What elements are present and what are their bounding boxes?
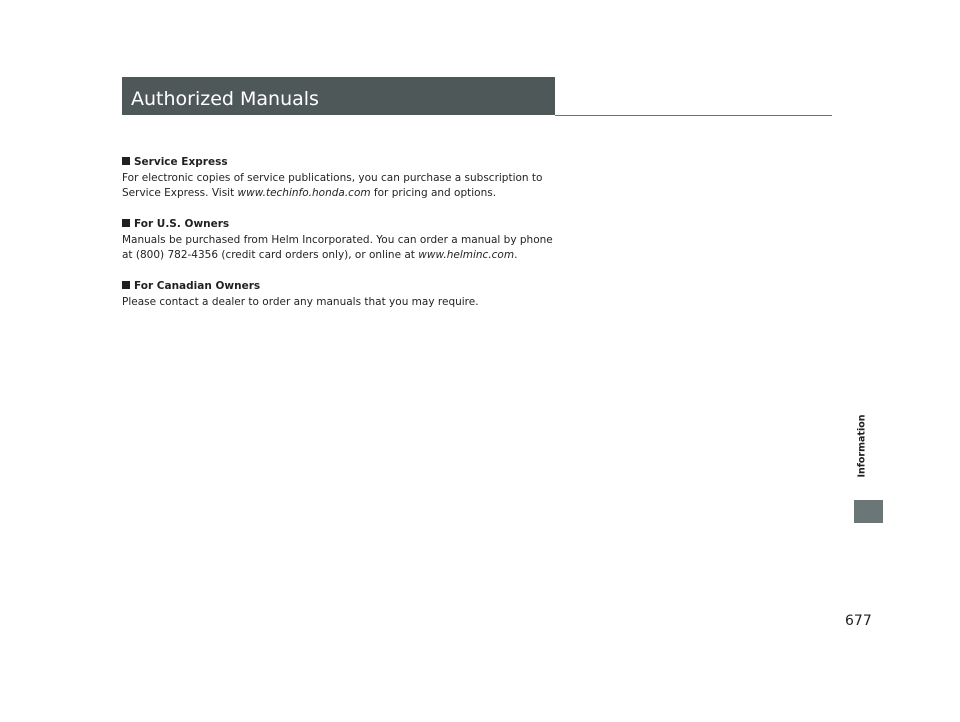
body-line: Service Express. Visit www.techinfo.honda.com for pricing and options. xyxy=(122,187,497,199)
square-bullet-icon xyxy=(122,157,130,165)
side-tab-label: Information xyxy=(856,414,868,478)
square-bullet-icon xyxy=(122,281,130,289)
section-us-owners xyxy=(122,217,582,264)
helminc-url[interactable]: www.helminc.com xyxy=(418,249,515,261)
section-service-express xyxy=(122,155,582,202)
page-title: Authorized Manuals xyxy=(131,88,319,110)
square-bullet-icon xyxy=(122,219,130,227)
header-rule xyxy=(555,115,832,116)
page-number: 677 xyxy=(845,613,872,629)
section-canadian-owners xyxy=(122,279,582,310)
section-heading: For U.S. Owners xyxy=(122,217,582,233)
body-line: Please contact a dealer to order any manuals that you may require. xyxy=(122,295,479,308)
body-line: at (800) 782-4356 (credit card orders only), or online at www.helminc.com. xyxy=(122,249,518,261)
body-line: For electronic copies of service publications, you can purchase a subscription to xyxy=(122,171,543,184)
techinfo-url[interactable]: www.techinfo.honda.com xyxy=(237,187,371,199)
section-heading: Service Express xyxy=(122,155,582,171)
body-line: Manuals be purchased from Helm Incorporated. You can order a manual by phone xyxy=(122,233,553,246)
side-tab-block[interactable] xyxy=(854,500,883,523)
section-heading: For Canadian Owners xyxy=(122,279,582,295)
content xyxy=(122,155,582,326)
